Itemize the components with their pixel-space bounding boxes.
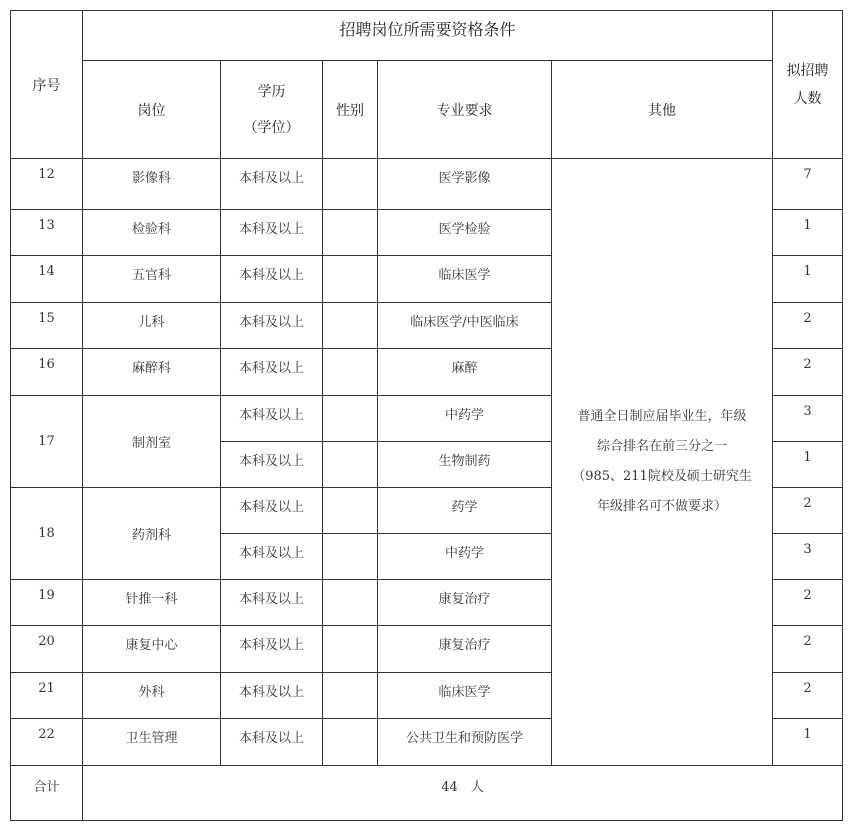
cell-count: 2 [773, 349, 843, 396]
cell-education: 本科及以上 [221, 159, 323, 210]
header-education-line2: （学位） [243, 119, 300, 136]
other-line4: 年级排名可不做要求） [597, 499, 728, 514]
header-count [773, 11, 843, 159]
cell-seq: 22 [11, 719, 83, 766]
cell-education: 本科及以上 [221, 626, 323, 673]
cell-count: 2 [773, 626, 843, 673]
cell-education: 本科及以上 [221, 442, 323, 488]
cell-position: 卫生管理 [83, 719, 221, 766]
cell-gender [323, 442, 378, 488]
cell-major: 医学检验 [378, 210, 552, 256]
cell-count: 2 [773, 580, 843, 626]
cell-count: 1 [773, 442, 843, 488]
cell-count: 3 [773, 534, 843, 580]
cell-position: 检验科 [83, 210, 221, 256]
cell-education: 本科及以上 [221, 396, 323, 442]
cell-seq: 20 [11, 626, 83, 673]
header-seq: 序号 [11, 11, 83, 159]
cell-gender [323, 303, 378, 349]
cell-position: 影像科 [83, 159, 221, 210]
cell-major: 生物制药 [378, 442, 552, 488]
header-gender: 性别 [323, 61, 378, 159]
cell-seq: 18 [11, 488, 83, 580]
cell-education: 本科及以上 [221, 303, 323, 349]
cell-position: 康复中心 [83, 626, 221, 673]
cell-education: 本科及以上 [221, 673, 323, 719]
cell-major: 康复治疗 [378, 626, 552, 673]
total-value: 44 人 [83, 766, 843, 821]
cell-gender [323, 626, 378, 673]
cell-count: 7 [773, 159, 843, 210]
cell-gender [323, 673, 378, 719]
cell-position: 制剂室 [83, 396, 221, 488]
cell-other-requirements [552, 159, 773, 766]
cell-position: 麻醉科 [83, 349, 221, 396]
cell-education: 本科及以上 [221, 349, 323, 396]
cell-seq: 19 [11, 580, 83, 626]
cell-major: 中药学 [378, 534, 552, 580]
header-education [221, 61, 323, 159]
cell-count: 2 [773, 673, 843, 719]
cell-major: 临床医学/中医临床 [378, 303, 552, 349]
header-count-line1: 拟招聘 [786, 62, 829, 79]
cell-seq: 12 [11, 159, 83, 210]
cell-position: 药剂科 [83, 488, 221, 580]
cell-count: 1 [773, 210, 843, 256]
cell-major: 康复治疗 [378, 580, 552, 626]
cell-gender [323, 256, 378, 303]
cell-major: 麻醉 [378, 349, 552, 396]
cell-seq: 21 [11, 673, 83, 719]
header-education-line1: 学历 [257, 83, 286, 100]
cell-education: 本科及以上 [221, 580, 323, 626]
header-count-line2: 人数 [793, 90, 822, 107]
cell-gender [323, 580, 378, 626]
cell-count: 2 [773, 488, 843, 534]
cell-position: 五官科 [83, 256, 221, 303]
header-position: 岗位 [83, 61, 221, 159]
cell-seq: 17 [11, 396, 83, 488]
cell-count: 2 [773, 303, 843, 349]
cell-seq: 15 [11, 303, 83, 349]
total-label: 合计 [11, 766, 83, 821]
cell-gender [323, 719, 378, 766]
other-line3: （985、211院校及硕士研究生 [572, 469, 752, 484]
cell-major: 临床医学 [378, 673, 552, 719]
cell-major: 医学影像 [378, 159, 552, 210]
cell-education: 本科及以上 [221, 210, 323, 256]
cell-major: 公共卫生和预防医学 [378, 719, 552, 766]
other-line1: 普通全日制应届毕业生，年级 [577, 409, 747, 424]
cell-education: 本科及以上 [221, 256, 323, 303]
other-line2: 综合排名在前三分之一 [597, 439, 728, 454]
cell-gender [323, 349, 378, 396]
cell-count: 3 [773, 396, 843, 442]
cell-gender [323, 159, 378, 210]
cell-major: 临床医学 [378, 256, 552, 303]
cell-position: 儿科 [83, 303, 221, 349]
cell-education: 本科及以上 [221, 488, 323, 534]
cell-gender [323, 396, 378, 442]
header-other: 其他 [552, 61, 773, 159]
cell-gender [323, 488, 378, 534]
total-row [11, 766, 843, 821]
table-row [11, 159, 843, 210]
cell-gender [323, 210, 378, 256]
recruitment-table [10, 10, 843, 821]
cell-seq: 13 [11, 210, 83, 256]
cell-count: 1 [773, 719, 843, 766]
cell-major: 中药学 [378, 396, 552, 442]
header-major: 专业要求 [378, 61, 552, 159]
cell-count: 1 [773, 256, 843, 303]
cell-seq: 14 [11, 256, 83, 303]
header-title: 招聘岗位所需要资格条件 [83, 11, 773, 61]
cell-education: 本科及以上 [221, 534, 323, 580]
cell-major: 药学 [378, 488, 552, 534]
cell-position: 外科 [83, 673, 221, 719]
cell-position: 针推一科 [83, 580, 221, 626]
cell-gender [323, 534, 378, 580]
cell-education: 本科及以上 [221, 719, 323, 766]
cell-seq: 16 [11, 349, 83, 396]
